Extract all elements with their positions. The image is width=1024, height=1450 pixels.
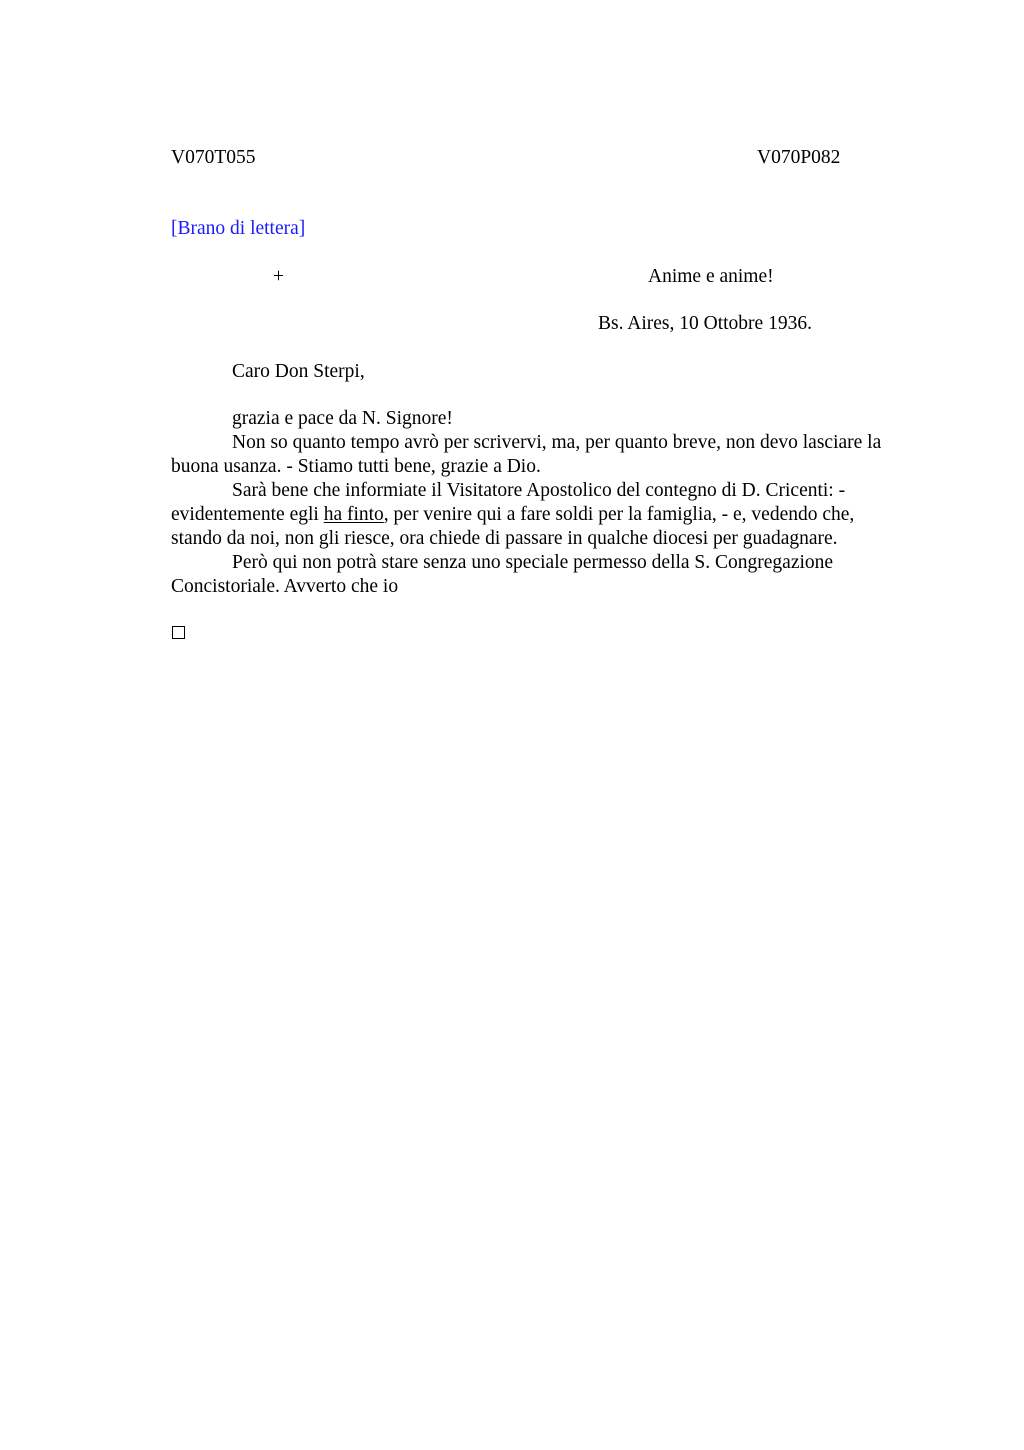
body-text: evidentemente egli bbox=[171, 504, 324, 525]
salutation: Caro Don Sterpi, bbox=[232, 361, 365, 382]
cross-symbol: + bbox=[273, 266, 284, 287]
body-line: buona usanza. - Stiamo tutti bene, grazie a Dio. bbox=[171, 456, 541, 477]
document-code-right: V070P082 bbox=[757, 147, 841, 168]
greeting: grazia e pace da N. Signore! bbox=[232, 408, 453, 429]
motto: Anime e anime! bbox=[648, 266, 774, 287]
body-line: Sarà bene che informiate il Visitatore Apostolico del contegno di D. Cricenti: - bbox=[232, 480, 846, 501]
body-line: Concistoriale. Avverto che io bbox=[171, 576, 399, 597]
empty-square-glyph bbox=[172, 626, 185, 639]
document-code-left: V070T055 bbox=[171, 147, 256, 168]
place-date: Bs. Aires, 10 Ottobre 1936. bbox=[598, 313, 812, 334]
body-line: stando da noi, non gli riesce, ora chiede di passare in qualche diocesi per guadagnare. bbox=[171, 528, 838, 549]
body-text: , per venire qui a fare soldi per la famiglia, - e, vedendo che, bbox=[383, 504, 855, 525]
body-line: Però qui non potrà stare senza uno speciale permesso della S. Congregazione bbox=[232, 552, 834, 573]
underlined-text: ha finto bbox=[323, 504, 384, 525]
section-label: [Brano di lettera] bbox=[171, 218, 306, 239]
body-line bbox=[171, 503, 854, 527]
body-line: Non so quanto tempo avrò per scrivervi, ma, per quanto breve, non devo lasciare la bbox=[232, 432, 882, 453]
